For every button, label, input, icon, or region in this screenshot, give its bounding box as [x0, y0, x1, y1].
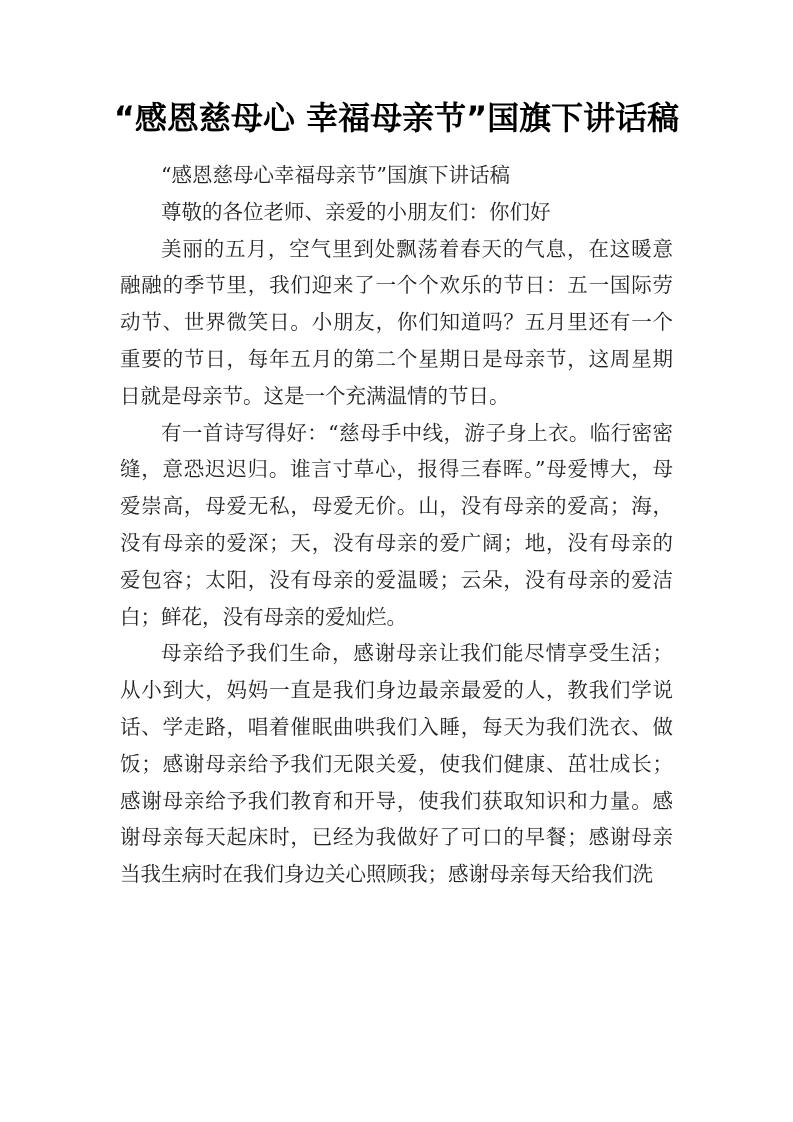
greeting-paragraph: 尊敬的各位老师、亲爱的小朋友们：你们好	[161, 199, 551, 224]
body-paragraph: 美丽的五月，空气里到处飘荡着春天的气息，在这暖意融融的季节里，我们迎来了一个个欢乐的节日：五一国际劳动节、世界微笑日。小朋友，你们知道吗？五月里还有一个重要的节日，每年五月的第二个星期日是母亲节，这周星期日就是母亲节。这是一个充满温情的节日。	[120, 236, 673, 408]
subtitle-paragraph: “感恩慈母心幸福母亲节”国旗下讲话稿	[161, 163, 510, 187]
body-paragraph: 有一首诗写得好：“慈母手中线，游子身上衣。临行密密缝，意恐迟迟归。谁言寸草心，报得三春晖。”母爱博大，母爱崇高，母爱无私，母爱无价。山，没有母亲的爱高；海，没有母亲的爱深；天，没有母亲的爱广阔；地，没有母亲的爱包容；太阳，没有母亲的爱温暖；云朵，没有母亲的爱洁白；鲜花，没有母亲的爱灿烂。	[120, 420, 673, 629]
body-paragraph: 母亲给予我们生命，感谢母亲让我们能尽情享受生活；从小到大，妈妈一直是我们身边最亲最爱的人，教我们学说话、学走路，唱着催眠曲哄我们入睡，每天为我们洗衣、做饭；感谢母亲给予我们无限关爱，使我们健康、茁壮成长；感谢母亲给予我们教育和开导，使我们获取知识和力量。感谢母亲每天起床时，已经为我做好了可口的早餐；感谢母亲当我生病时在我们身边关心照顾我；感谢母亲每天给我们洗	[120, 641, 673, 887]
document-title: “感恩慈母心 幸福母亲节”国旗下讲话稿	[113, 99, 680, 137]
document-body	[120, 157, 673, 893]
document-page	[113, 95, 680, 893]
